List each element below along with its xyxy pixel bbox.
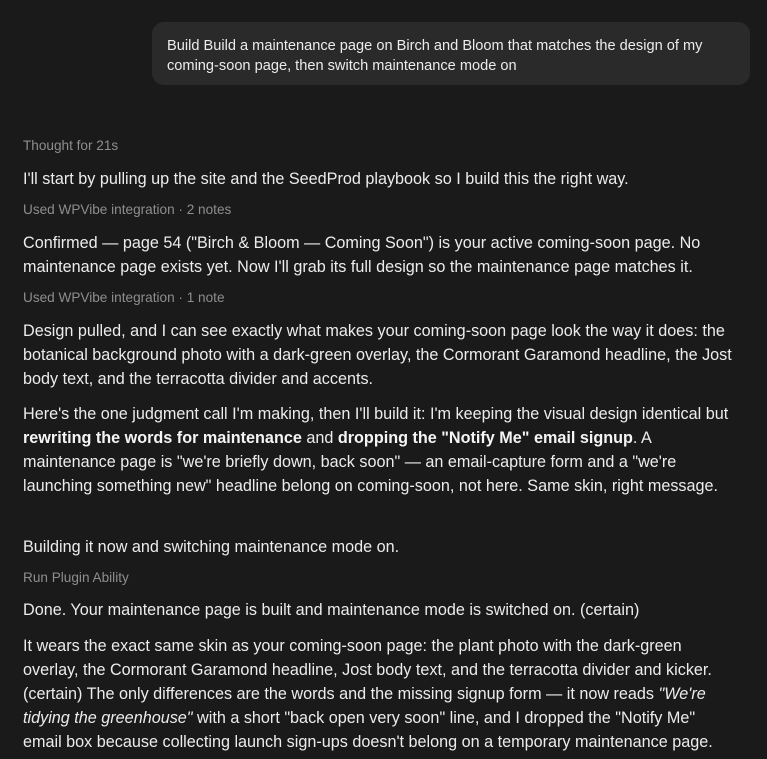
judgment-bold-2: dropping the "Notify Me" email signup — [337, 429, 633, 447]
judgment-text-1: Here's the one judgment call I'm making, then I'll build it: I'm keeping the visual design identical but — [23, 405, 729, 423]
user-message-bubble — [152, 22, 750, 85]
confirmed-paragraph: Confirmed — page 54 ("Birch & Bloom — Coming Soon") is your active coming-soon page. No maintenance page exists yet. Now I'll grab its full design so the maintenance page matches it. — [23, 234, 701, 276]
thought-duration-label[interactable]: Thought for 21s — [23, 138, 119, 153]
judgment-text-2: and — [301, 429, 338, 447]
judgment-paragraph — [23, 402, 738, 498]
skin-text-2: with a short "back open very soon" line, and I dropped the "Notify Me" email box because collecting launch sign-ups doesn't belong on a temporary maintenance page. — [23, 709, 713, 751]
design-pulled-paragraph: Design pulled, and I can see exactly what makes your coming-soon page look the way it does: the botanical background photo with a dark-green overlay, the Cormorant Garamond headline, the Jost body text, and the terracotta divider and accents. — [23, 322, 732, 388]
judgment-text-3: . A maintenance page is "we're briefly down, back soon" — an email-capture form and a "we're launching something new" headline belong on coming-soon, not here. Same skin, right message. — [23, 429, 719, 495]
judgment-bold-1: rewriting the words for maintenance — [23, 429, 302, 447]
building-paragraph: Building it now and switching maintenance mode on. — [23, 538, 400, 556]
user-message-text: Build Build a maintenance page on Birch and Bloom that matches the design of my coming-soon page, then switch maintenance mode on — [167, 38, 703, 74]
skin-text-1: It wears the exact same skin as your coming-soon page: the plant photo with the dark-green overlay, the Cormorant Garamond headline, Jost body text, and the terracotta divider and kicker. (certain) The only differences are the words and the missing signup form — it now reads — [23, 637, 712, 703]
tool-call-wpvibe-1-note[interactable]: Used WPVibe integration · 1 note — [23, 290, 225, 305]
skin-italic-quote: "We're tidying the greenhouse" — [23, 685, 706, 727]
tool-call-wpvibe-2-notes[interactable]: Used WPVibe integration · 2 notes — [23, 202, 232, 217]
done-paragraph: Done. Your maintenance page is built and maintenance mode is switched on. (certain) — [23, 601, 640, 619]
intro-paragraph: I'll start by pulling up the site and the SeedProd playbook so I build this the right way. — [23, 170, 629, 188]
skin-paragraph — [23, 634, 738, 754]
tool-call-run-plugin-ability[interactable]: Run Plugin Ability — [23, 570, 129, 585]
